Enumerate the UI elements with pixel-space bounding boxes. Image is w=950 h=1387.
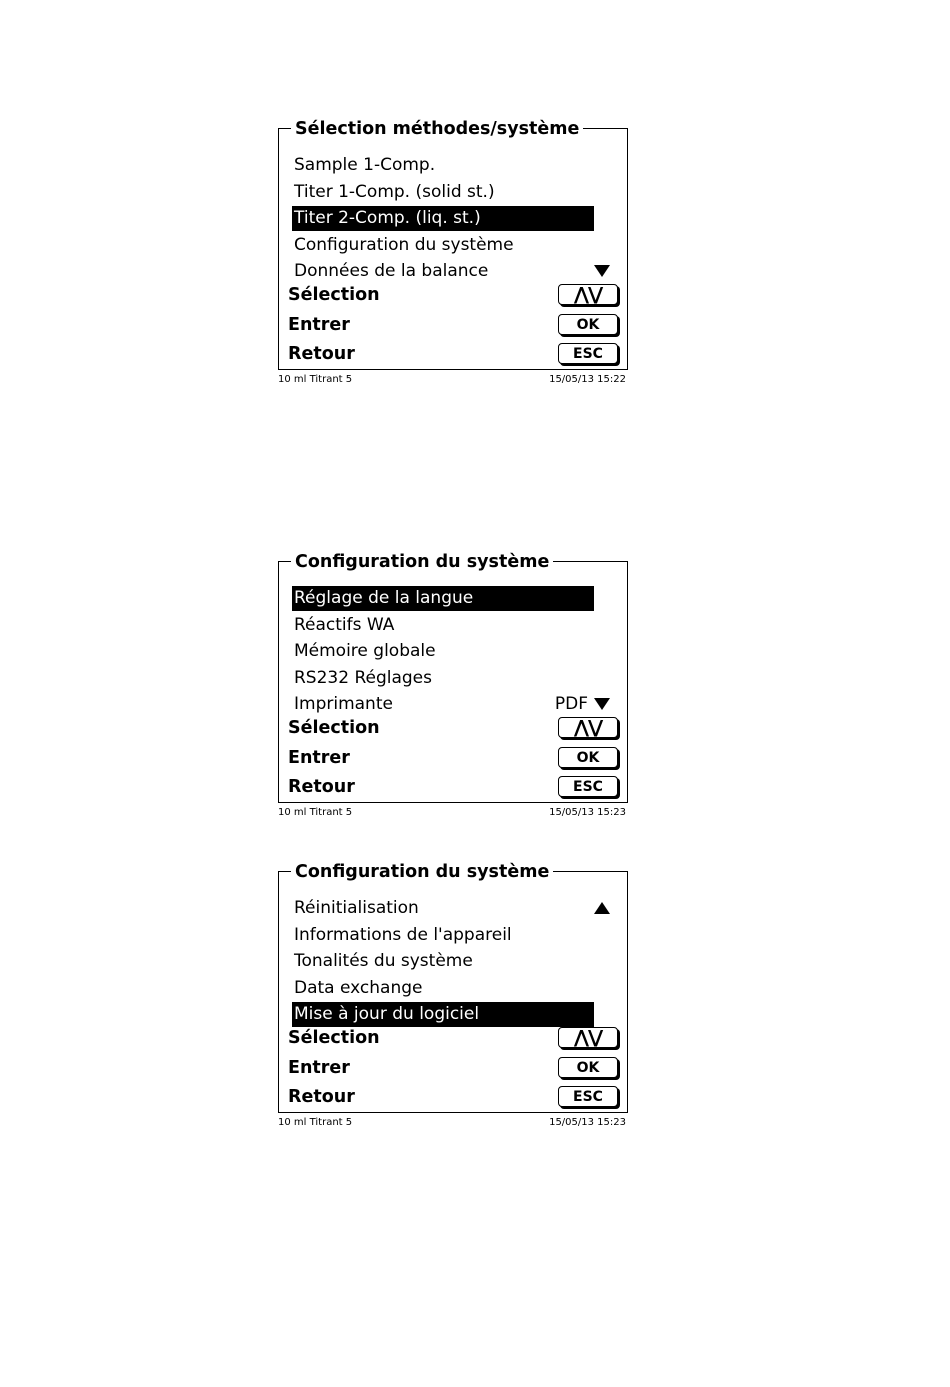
command-list bbox=[288, 1026, 618, 1115]
menu-list bbox=[292, 585, 610, 718]
menu-item-reagents[interactable]: Réactifs WA bbox=[294, 614, 395, 635]
status-bar bbox=[278, 807, 628, 818]
scroll-indicator bbox=[588, 258, 610, 285]
menu-item-balance-data[interactable]: Données de la balance bbox=[292, 258, 610, 285]
status-bar bbox=[278, 1117, 628, 1128]
scroll-down-icon bbox=[594, 265, 610, 277]
menu-item-reset[interactable]: Réinitialisation bbox=[292, 895, 610, 922]
menu-panel bbox=[278, 862, 628, 1113]
command-row-back bbox=[288, 342, 618, 372]
enter-label: Entrer bbox=[288, 314, 350, 335]
reagent-status: 10 ml Titrant 5 bbox=[278, 374, 353, 385]
up-down-button[interactable]: ⋀⋁ bbox=[558, 1027, 618, 1048]
command-row-selection bbox=[288, 1026, 618, 1056]
menu-item-sample-1-comp[interactable]: Sample 1-Comp. bbox=[294, 155, 436, 175]
esc-button[interactable]: ESC bbox=[558, 776, 618, 797]
up-down-button[interactable]: ⋀⋁ bbox=[558, 717, 618, 738]
selection-label: Sélection bbox=[288, 718, 380, 738]
panel-title: Configuration du système bbox=[291, 551, 553, 573]
datetime: 15/05/13 15:23 bbox=[549, 1117, 626, 1128]
menu-panel bbox=[278, 119, 628, 370]
up-down-button[interactable]: ⋀⋁ bbox=[558, 284, 618, 305]
scroll-up-icon bbox=[594, 902, 610, 914]
ok-button[interactable]: OK bbox=[558, 747, 618, 768]
menu-item-titer-2-comp[interactable]: Titer 2-Comp. (liq. st.) bbox=[292, 205, 610, 232]
menu-item-printer[interactable]: Imprimante PDF bbox=[292, 691, 610, 718]
menu-item-data-exchange[interactable]: Data exchange bbox=[294, 977, 423, 998]
datetime: 15/05/13 15:23 bbox=[549, 807, 626, 818]
reagent-status: 10 ml Titrant 5 bbox=[278, 1117, 353, 1128]
command-row-enter bbox=[288, 1056, 618, 1086]
menu-item-system-tones[interactable]: Tonalités du système bbox=[294, 951, 473, 971]
command-list bbox=[288, 716, 618, 805]
printer-value: PDF bbox=[555, 691, 610, 718]
command-row-selection bbox=[288, 283, 618, 313]
esc-button[interactable]: ESC bbox=[558, 343, 618, 364]
command-row-enter bbox=[288, 313, 618, 343]
command-list bbox=[288, 283, 618, 372]
enter-label: Entrer bbox=[288, 1057, 350, 1078]
reagent-status: 10 ml Titrant 5 bbox=[278, 807, 353, 818]
menu-item-language[interactable]: Réglage de la langue bbox=[292, 585, 610, 612]
ok-button[interactable]: OK bbox=[558, 1057, 618, 1078]
command-row-enter bbox=[288, 746, 618, 776]
command-row-back bbox=[288, 775, 618, 805]
command-row-back bbox=[288, 1085, 618, 1115]
panel-title: Sélection méthodes/système bbox=[291, 118, 583, 140]
scroll-down-icon bbox=[594, 698, 610, 710]
menu-item-software-update[interactable]: Mise à jour du logiciel bbox=[292, 1001, 610, 1028]
menu-item-system-config[interactable]: Configuration du système bbox=[294, 234, 514, 255]
back-label: Retour bbox=[288, 344, 355, 364]
esc-button[interactable]: ESC bbox=[558, 1086, 618, 1107]
selection-label: Sélection bbox=[288, 1028, 380, 1048]
back-label: Retour bbox=[288, 1087, 355, 1107]
menu-panel bbox=[278, 552, 628, 803]
menu-item-device-info[interactable]: Informations de l'appareil bbox=[294, 924, 512, 945]
menu-item-titer-1-comp[interactable]: Titer 1-Comp. (solid st.) bbox=[294, 181, 495, 202]
enter-label: Entrer bbox=[288, 747, 350, 768]
menu-item-rs232[interactable]: RS232 Réglages bbox=[294, 667, 433, 688]
panel-title: Configuration du système bbox=[291, 861, 553, 883]
scroll-indicator bbox=[588, 895, 610, 922]
ok-button[interactable]: OK bbox=[558, 314, 618, 335]
menu-item-global-memory[interactable]: Mémoire globale bbox=[294, 641, 436, 661]
menu-list bbox=[292, 895, 610, 1028]
datetime: 15/05/13 15:22 bbox=[549, 374, 626, 385]
back-label: Retour bbox=[288, 777, 355, 797]
menu-list bbox=[292, 152, 610, 285]
selection-label: Sélection bbox=[288, 285, 380, 305]
command-row-selection bbox=[288, 716, 618, 746]
status-bar bbox=[278, 374, 628, 385]
